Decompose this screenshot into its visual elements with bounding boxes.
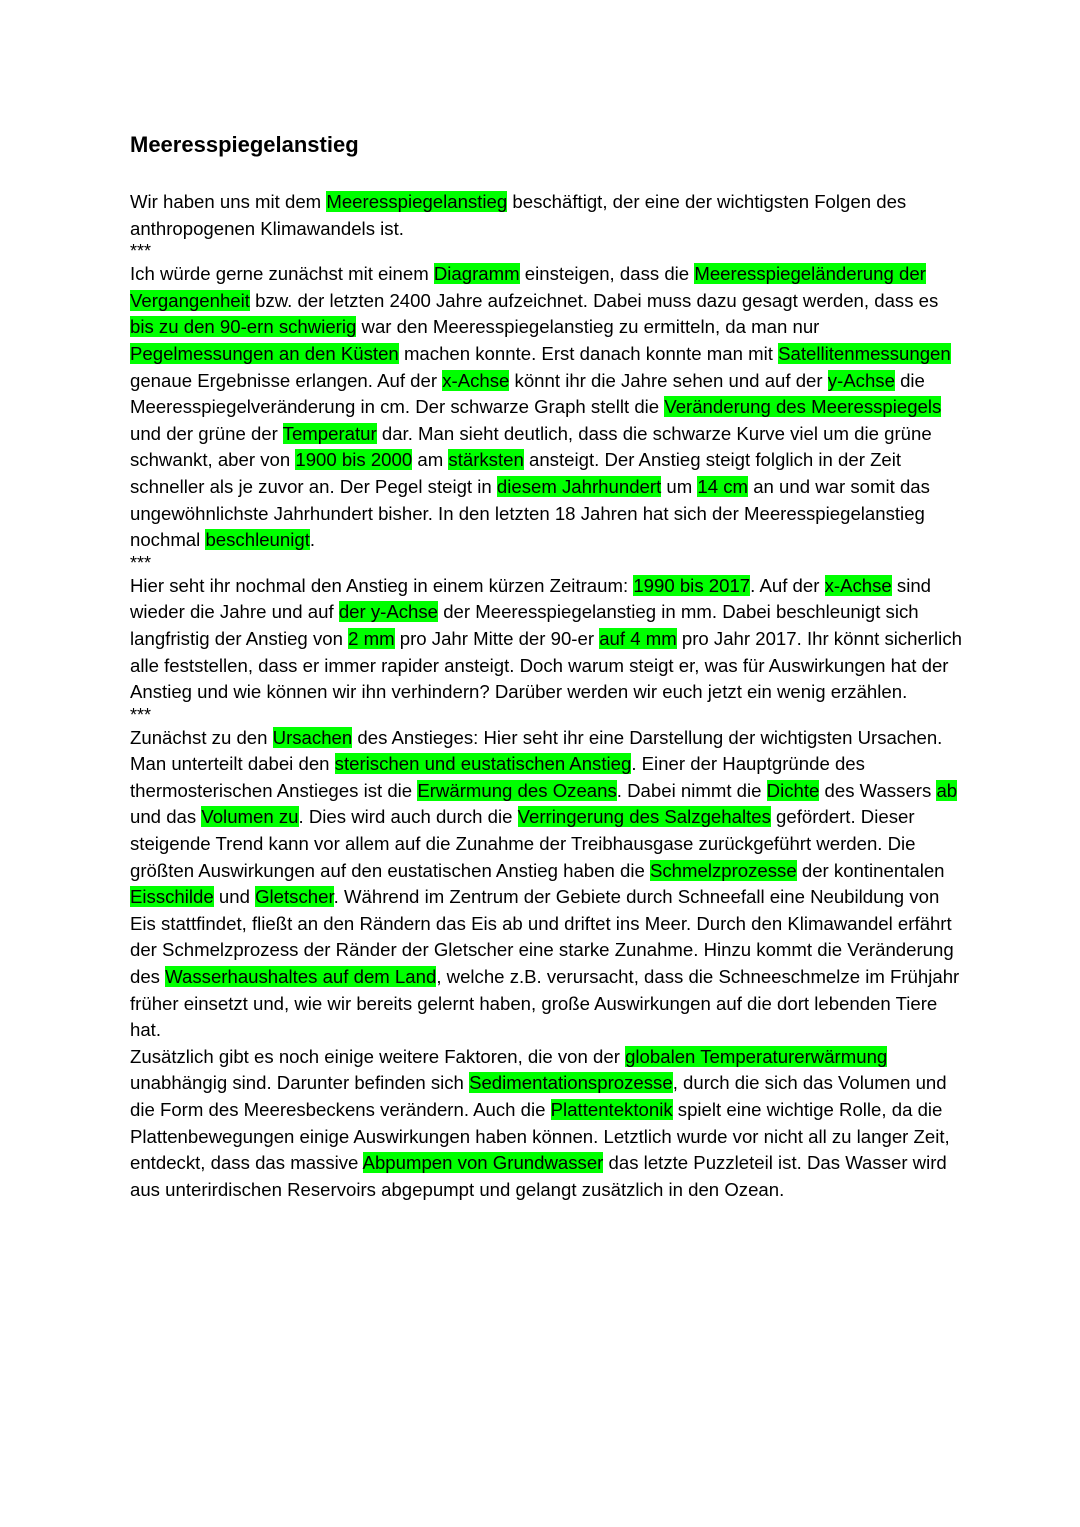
highlighted-text: Temperatur [282,422,377,444]
highlighted-text: auf 4 mm [599,627,677,649]
text-segment: das letzte Puzzleteil ist. Das Wasser wird aus unterirdischen Reservoirs abgepumpt und gelangt zusätzlich in den Ozean. [130,1152,947,1200]
section-separator: *** [130,241,152,262]
text-segment: des Wassers [819,779,937,801]
text-segment: war den Meeresspiegelanstieg zu ermitteln, da man nur [356,316,820,338]
highlighted-text: Diagramm [433,263,520,285]
highlighted-text: Meeresspiegeländerung der Vergangenheit [130,263,926,311]
highlighted-text: x-Achse [442,369,510,391]
text-segment: pro Jahr Mitte der 90-er [394,627,600,649]
text-segment: genaue Ergebnisse erlangen. Auf der [130,369,443,391]
highlighted-text: 1900 bis 2000 [295,449,413,471]
paragraph [130,261,965,554]
section-separator: *** [130,704,152,725]
highlighted-text: globalen Temperaturerwärmung [625,1045,888,1067]
text-segment: . Auf der [750,574,825,596]
highlighted-text: Erwärmung des Ozeans [417,779,617,801]
highlighted-text: beschleunigt [205,529,310,551]
highlighted-text: Abpumpen von Grundwasser [362,1152,604,1174]
highlighted-text: 2 mm [348,627,395,649]
text-segment: Zunächst zu den [130,726,273,748]
highlighted-text: Satellitenmessungen [778,342,951,364]
text-segment: ansteigt. Der Anstieg steigt folglich in der Zeit schneller als je zuvor an. Der Pegel steigt in [130,449,902,497]
highlighted-text: diesem Jahrhundert [496,475,662,497]
highlighted-text: Gletscher [255,886,334,908]
paragraph [130,573,965,706]
text-segment: sind wieder die Jahre und auf [130,574,932,623]
highlighted-text: x-Achse [824,574,892,596]
paragraph [130,725,965,1044]
highlighted-text: Schmelzprozesse [649,859,797,881]
highlighted-text: Meeresspiegelanstieg [326,191,508,212]
highlighted-text: Ursachen [272,726,353,748]
text-segment: . Einer der Hauptgründe des thermosterischen Anstieges ist die [130,753,865,801]
paragraph [130,189,965,242]
section-separator: *** [130,552,152,573]
text-segment: . Dabei nimmt die [616,779,767,801]
text-segment: des Anstieges: Hier seht ihr eine Darstellung der wichtigsten Ursachen. Man unterteilt dabei den [130,726,943,775]
highlighted-text: Eisschilde [130,886,214,908]
highlighted-text: Plattentektonik [550,1099,673,1120]
document-page [130,130,965,1203]
text-segment: , durch die sich das Volumen und die Form des Meeresbeckens verändern. Auch die [130,1072,947,1120]
highlighted-text: der y-Achse [338,601,439,623]
text-segment: und der grüne der [130,422,283,444]
text-segment: und [213,886,256,908]
highlighted-text: stärksten [448,449,524,471]
text-segment: spielt eine wichtige Rolle, da die Plattenbewegungen einige Auswirkungen haben können. Letztlich wurde vor nicht all zu langer Zeit, entdeckt, dass das massive [130,1099,950,1174]
highlighted-text: Sedimentationsprozesse [469,1072,673,1094]
highlighted-text: Wasserhaushaltes auf dem Land [165,966,437,988]
highlighted-text: y-Achse [827,369,895,391]
highlighted-text: ab [936,779,958,801]
text-segment: an und war somit das ungewöhnlichste Jahrhundert bisher. In den letzten 18 Jahren hat sich der Meeresspiegelanstieg nochmal [130,475,930,551]
text-segment: der kontinentalen [796,859,945,881]
document-title: Meeresspiegelanstieg [130,132,359,157]
highlighted-text: Dichte [766,779,820,801]
text-segment: unabhängig sind. Darunter befinden sich [130,1072,470,1094]
document-body [130,189,965,1203]
text-segment: die Meeresspiegelveränderung in cm. Der schwarze Graph stellt die [130,369,925,418]
text-segment: , welche z.B. verursacht, dass die Schneeschmelze im Frühjahr früher einsetzt und, wie wir bereits gelernt haben, große Auswirkungen auf die dort lebenden Tiere hat. [130,966,960,1041]
text-segment: Zusätzlich gibt es noch einige weitere Faktoren, die von der [130,1045,626,1067]
paragraph [130,1044,965,1204]
highlighted-text: bis zu den 90-ern schwierig [130,316,357,338]
text-segment: Ich würde gerne zunächst mit einem [130,263,434,285]
text-segment: einsteigen, dass die [519,263,695,285]
text-segment: . [309,529,316,551]
text-segment: beschäftigt, der eine der wichtigsten Folgen des anthropogenen Klimawandels ist. [130,191,907,239]
text-segment: und das [130,806,202,828]
highlighted-text: Pegelmessungen an den Küsten [130,342,399,364]
text-segment: bzw. der letzten 2400 Jahre aufzeichnet. Dabei muss dazu gesagt werden, dass es [249,289,939,311]
text-segment: dar. Man sieht deutlich, dass die schwarze Kurve viel um die grüne schwankt, aber von [130,422,932,471]
text-segment: gefördert. Dieser steigende Trend kann vor allem auf die Zunahme der Treibhausgase zurückgeführt werden. Die größten Auswirkungen auf den eustatischen Anstieg haben die [130,806,916,881]
highlighted-text: Veränderung des Meeresspiegels [664,396,942,418]
text-segment: pro Jahr 2017. Ihr könnt sicherlich alle feststellen, dass er immer rapider ansteigt. Doch warum steigt er, was für Auswirkungen hat der Anstieg und wie können wir ihn verhindern? Darüber werden wir euch jetzt ein wenig erzählen. [130,627,962,703]
text-segment: machen konnte. Erst danach konnte man mit [398,342,779,364]
highlighted-text: Volumen zu [201,806,299,828]
highlighted-text: 14 cm [697,475,749,497]
highlighted-text: sterischen und eustatischen Anstieg [334,753,632,775]
text-segment: . Während im Zentrum der Gebiete durch Schneefall eine Neubildung von Eis stattfindet, fließt an den Rändern das Eis ab und driftet ins Meer. Durch den Klimawandel erfährt der Schmelzprozess der Ränder der Gletscher eine starke Zunahme. Hinzu kommt die Veränderung des [130,886,954,988]
text-segment: könnt ihr die Jahre sehen und auf der [509,369,828,391]
text-segment: . Dies wird auch durch die [298,806,518,828]
text-segment: Hier seht ihr nochmal den Anstieg in einem kürzen Zeitraum: [130,574,634,596]
highlighted-text: 1990 bis 2017 [633,574,751,596]
text-segment: der Meeresspiegelanstieg in mm. Dabei beschleunigt sich langfristig der Anstieg von [130,601,919,649]
text-segment: Wir haben uns mit dem [130,191,327,212]
text-segment: am [412,449,449,471]
text-segment: um [661,475,698,497]
highlighted-text: Verringerung des Salzgehaltes [517,806,771,828]
